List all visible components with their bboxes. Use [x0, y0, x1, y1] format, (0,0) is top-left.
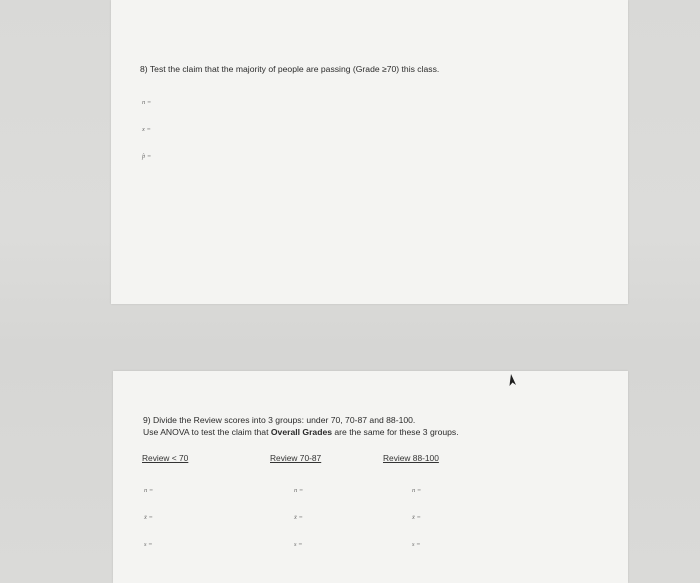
question-9-line-2-prefix: Use ANOVA to test the claim that	[143, 427, 271, 437]
col3-label-n: n =	[412, 487, 422, 494]
column-header-review-under-70: Review < 70	[142, 453, 189, 463]
worksheet-page-bottom	[113, 371, 628, 583]
question-9-line-2-suffix: are the same for these 3 groups.	[332, 427, 459, 437]
col2-label-n: n =	[294, 487, 304, 494]
column-header-review-70-87: Review 70-87	[270, 453, 322, 463]
col2-label-s: s =	[294, 541, 303, 548]
col3-label-xbar: x̄ =	[412, 514, 421, 521]
label-n: n =	[142, 99, 152, 106]
col3-label-s: s =	[412, 541, 421, 548]
col1-label-xbar: x̄ =	[144, 514, 153, 521]
col2-label-xbar: x̄ =	[294, 514, 303, 521]
column-header-review-88-100: Review 88-100	[383, 453, 439, 463]
label-x: x =	[142, 126, 151, 133]
question-9-bold-term: Overall Grades	[270, 427, 333, 437]
arrow-cursor-icon	[506, 373, 518, 387]
question-8-text: 8) Test the claim that the majority of people are passing (Grade ≥70) this class.	[140, 64, 440, 74]
worksheet-page-top	[111, 0, 628, 304]
question-9-line-1: 9) Divide the Review scores into 3 groups: under 70, 70-87 and 88-100.	[143, 415, 416, 425]
label-p-hat: p̂ =	[142, 153, 152, 160]
question-9-line-2	[143, 427, 459, 437]
col1-label-s: s =	[144, 541, 153, 548]
col1-label-n: n =	[144, 487, 154, 494]
